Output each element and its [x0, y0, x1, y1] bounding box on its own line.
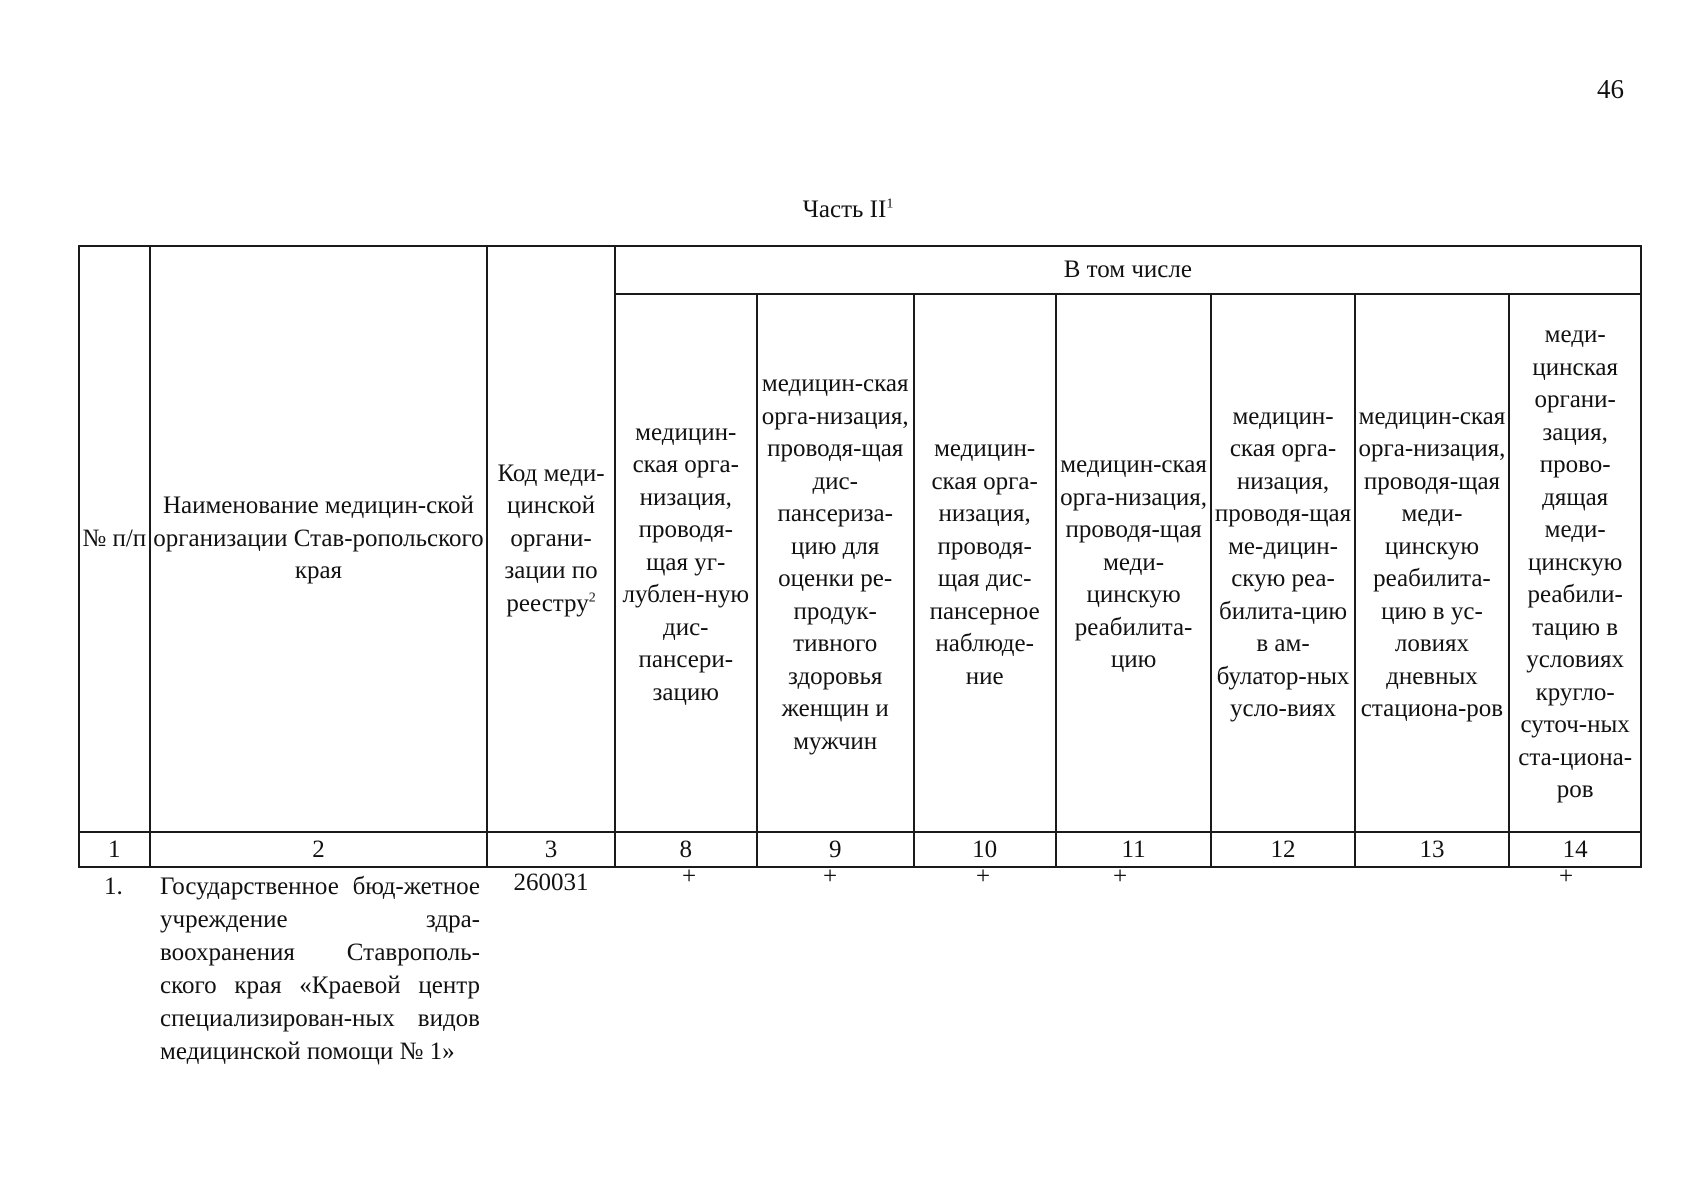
column-number: 13 [1355, 832, 1510, 867]
header-medical-rehabilitation: медицин-ская орга-низация, проводя-щая меди-цинскую реабилита-цию [1056, 294, 1212, 832]
column-number: 12 [1211, 832, 1354, 867]
organizations-table [78, 245, 1642, 868]
header-round-clock-rehabilitation: меди-цинская органи-зация, прово-дящая меди-цинскую реабили-тацию в условиях кругло-суточ-ных ста-ционa-ров [1509, 294, 1641, 832]
page-number: 46 [1597, 74, 1624, 104]
header-code-footnote: 2 [588, 590, 596, 606]
column-number: 14 [1509, 832, 1641, 867]
row-1-org-name: Государственное бюд-жетное учреждение здра-воохранения Ставрополь-ского края «Краевой центр специализирован-ных видов медицинской помощи № 1» [160, 873, 480, 1065]
column-number: 11 [1056, 832, 1212, 867]
column-number: 3 [487, 832, 614, 867]
header-org-name: Наименование медицин-ской организации Став-ропольского края [150, 246, 488, 832]
header-registry-code: Код меди-цинской органи-зации по реестру$^2$ [487, 246, 614, 832]
row-1-mark-reproductive-health: + [822, 863, 838, 890]
header-deep-dispensarization: медицин-ская орга-низация, проводя-щая уг-лублен-ную дис-пансери-зацию [615, 294, 757, 832]
column-number: 9 [757, 832, 914, 867]
column-number: 10 [914, 832, 1056, 867]
header-outpatient-rehabilitation: медицин-ская орга-низация, проводя-щая ме-дицин-скую реа-билита-цию в ам-булатор-ных усло-виях [1211, 294, 1354, 832]
row-1-number: 1. [104, 873, 123, 900]
header-group-including: В том числе [615, 246, 1641, 294]
row-1-mark-dispensary-observation: + [975, 863, 991, 890]
column-number: 8 [615, 832, 757, 867]
header-dispensary-observation: медицин-ская орга-низация, проводя-щая дис-пансерное наблюде-ние [914, 294, 1056, 832]
part-title [0, 196, 1696, 224]
row-1-mark-deep-dispensarization: + [681, 863, 697, 890]
column-number: 2 [150, 832, 488, 867]
column-number: 1 [79, 832, 150, 867]
row-1-registry-code: 260031 [513, 869, 589, 896]
row-1-mark-round-clock-rehabilitation: + [1558, 863, 1574, 890]
part-title-text: Часть II [802, 196, 887, 223]
header-day-hospital-rehabilitation: медицин-ская орга-низация, проводя-щая меди-цинскую реабилита-цию в ус-ловиях дневных стациона-ров [1355, 294, 1510, 832]
header-number: № п/п [79, 246, 150, 832]
part-title-footnote: 1 [886, 196, 894, 212]
row-1-mark-medical-rehabilitation: + [1112, 863, 1128, 890]
header-reproductive-health: медицин-ская орга-низация, проводя-щая дис-пансериза-цию для оценки ре-продук-тивного здоровья женщин и мужчин [757, 294, 914, 832]
